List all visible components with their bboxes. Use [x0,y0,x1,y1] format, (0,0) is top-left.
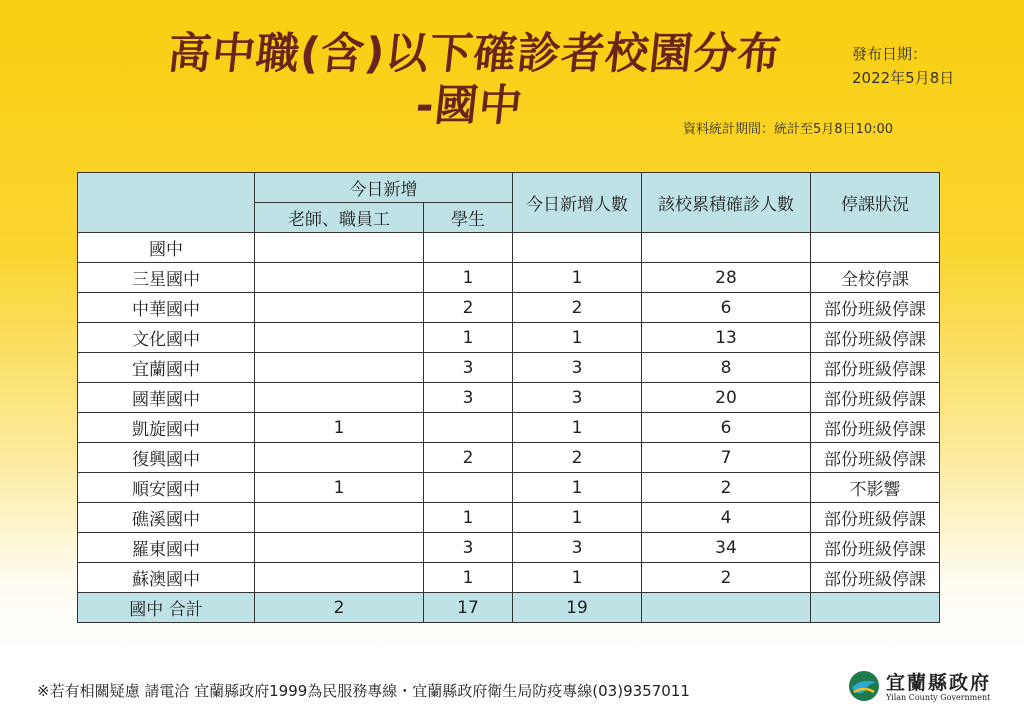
suspension-status: 部份班級停課 [811,413,940,443]
total-status [811,593,940,623]
school-name: 國華國中 [78,383,255,413]
school-name: 三星國中 [78,263,255,293]
new-count: 1 [513,503,642,533]
student-count: 2 [424,293,513,323]
header-today-new-count: 今日新增人數 [513,173,642,233]
table-row [78,503,940,533]
new-count: 1 [513,563,642,593]
new-count: 1 [513,323,642,353]
cumulative-count: 6 [642,293,811,323]
student-count: 3 [424,533,513,563]
section-row [78,233,940,263]
new-count: 3 [513,533,642,563]
suspension-status: 部份班級停課 [811,323,940,353]
page-title [87,28,858,132]
student-count: 3 [424,383,513,413]
table-cell [513,233,642,263]
table-cell [424,233,513,263]
suspension-status: 部份班級停課 [811,293,940,323]
student-count [424,413,513,443]
staff-count [255,263,424,293]
table-row [78,263,940,293]
suspension-status: 部份班級停課 [811,443,940,473]
new-count: 2 [513,443,642,473]
staff-count [255,503,424,533]
school-name: 宜蘭國中 [78,353,255,383]
student-count: 3 [424,353,513,383]
suspension-status: 部份班級停課 [811,353,940,383]
staff-count [255,293,424,323]
table-row [78,353,940,383]
yilan-government-logo [848,668,998,708]
publish-info [852,42,954,90]
header-students: 學生 [424,203,513,233]
student-count [424,473,513,503]
page-title-line1: 高中職(含)以下確診者校園分布 [165,29,785,79]
header-suspension: 停課狀況 [811,173,940,233]
student-count: 1 [424,263,513,293]
new-count: 2 [513,293,642,323]
logo-name-en: Yilan County Government [886,693,991,702]
table-cell [255,233,424,263]
cumulative-count: 6 [642,413,811,443]
suspension-status: 部份班級停課 [811,563,940,593]
table-row [78,473,940,503]
student-count: 1 [424,563,513,593]
school-name: 凱旋國中 [78,413,255,443]
publish-date: 2022年5月8日 [852,69,955,87]
logo-name-cn: 宜蘭縣政府 [886,672,992,694]
staff-count [255,323,424,353]
school-name: 礁溪國中 [78,503,255,533]
school-name: 文化國中 [78,323,255,353]
staff-count: 1 [255,473,424,503]
student-count: 1 [424,503,513,533]
school-name: 復興國中 [78,443,255,473]
staff-count [255,533,424,563]
school-name: 羅東國中 [78,533,255,563]
publish-label: 發布日期： [852,45,928,63]
suspension-status: 全校停課 [811,263,940,293]
cumulative-count: 4 [642,503,811,533]
table-row [78,563,940,593]
total-students: 17 [424,593,513,623]
total-cumulative [642,593,811,623]
school-case-table [77,172,940,623]
table-row [78,443,940,473]
yilan-emblem-icon [848,670,880,702]
staff-count [255,383,424,413]
cumulative-count: 7 [642,443,811,473]
table-row [78,293,940,323]
header-cumulative: 該校累積確診人數 [642,173,811,233]
table-row [78,413,940,443]
school-name: 順安國中 [78,473,255,503]
total-new: 19 [513,593,642,623]
new-count: 1 [513,263,642,293]
table-cell [642,233,811,263]
page-title-line2: -國中 [413,81,526,131]
staff-count [255,443,424,473]
cumulative-count: 34 [642,533,811,563]
cumulative-count: 28 [642,263,811,293]
table-row [78,383,940,413]
student-count: 2 [424,443,513,473]
stats-period: 資料統計期間：統計至5月8日10:00 [683,122,894,137]
new-count: 3 [513,353,642,383]
cumulative-count: 2 [642,563,811,593]
new-count: 1 [513,473,642,503]
header-staff: 老師、職員工 [255,203,424,233]
header-today-new: 今日新增 [255,173,513,203]
table-cell [811,233,940,263]
total-label: 國中 合計 [78,593,255,623]
table-row [78,533,940,563]
school-name: 蘇澳國中 [78,563,255,593]
section-label: 國中 [78,233,255,263]
header-blank [78,173,255,233]
suspension-status: 部份班級停課 [811,383,940,413]
total-staff: 2 [255,593,424,623]
table-row [78,323,940,353]
cumulative-count: 8 [642,353,811,383]
total-row [78,593,940,623]
footer-note: ※若有相關疑慮 請電洽 宜蘭縣政府1999為民服務專線・宜蘭縣政府衛生局防疫專線(03)9357011 [37,682,690,700]
school-name: 中華國中 [78,293,255,323]
new-count: 3 [513,383,642,413]
suspension-status: 部份班級停課 [811,503,940,533]
cumulative-count: 20 [642,383,811,413]
staff-count: 1 [255,413,424,443]
suspension-status: 部份班級停課 [811,533,940,563]
staff-count [255,563,424,593]
student-count: 1 [424,323,513,353]
cumulative-count: 13 [642,323,811,353]
cumulative-count: 2 [642,473,811,503]
staff-count [255,353,424,383]
suspension-status: 不影響 [811,473,940,503]
new-count: 1 [513,413,642,443]
